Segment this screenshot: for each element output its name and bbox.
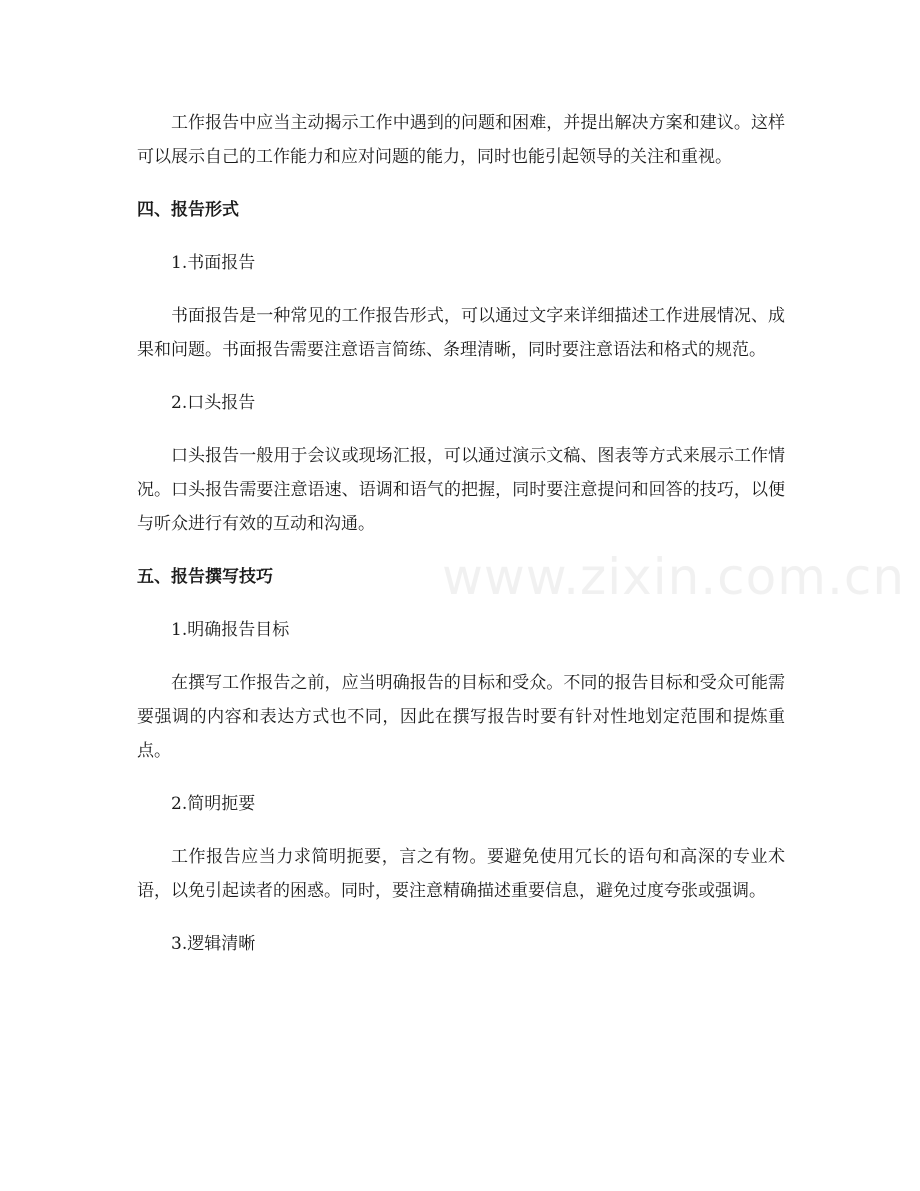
subheading-clear-logic: 3.逻辑清晰: [171, 934, 256, 954]
paragraph-written-report: 书面报告是一种常见的工作报告形式，可以通过文字来详细描述工作进展情况、成果和问题。书面报告需要注意语言简练、条理清晰，同时要注意语法和格式的规范。: [137, 306, 785, 360]
section-heading-writing-skills: 五、报告撰写技巧: [137, 567, 273, 587]
subheading-concise: 2.简明扼要: [171, 794, 256, 814]
paragraph-clear-goal: 在撰写工作报告之前，应当明确报告的目标和受众。不同的报告目标和受众可能需要强调的内容和表达方式也不同，因此在撰写报告时要有针对性地划定范围和提炼重点。: [137, 673, 785, 761]
subheading-clear-goal: 1.明确报告目标: [171, 620, 290, 640]
document-body: [137, 106, 785, 980]
paragraph-concise: 工作报告应当力求简明扼要，言之有物。要避免使用冗长的语句和高深的专业术语，以免引起读者的困惑。同时，要注意精确描述重要信息，避免过度夸张或强调。: [137, 847, 785, 901]
watermark: www.zixin.com.cn: [442, 548, 906, 606]
paragraph-oral-report: 口头报告一般用于会议或现场汇报，可以通过演示文稿、图表等方式来展示工作情况。口头报告需要注意语速、语调和语气的把握，同时要注意提问和回答的技巧，以便与听众进行有效的互动和沟通。: [137, 446, 785, 534]
section-heading-report-format: 四、报告形式: [137, 200, 239, 220]
paragraph-problems: 工作报告中应当主动揭示工作中遇到的问题和困难，并提出解决方案和建议。这样可以展示自己的工作能力和应对问题的能力，同时也能引起领导的关注和重视。: [137, 113, 785, 167]
subheading-oral-report: 2.口头报告: [171, 393, 256, 413]
subheading-written-report: 1.书面报告: [171, 253, 256, 273]
